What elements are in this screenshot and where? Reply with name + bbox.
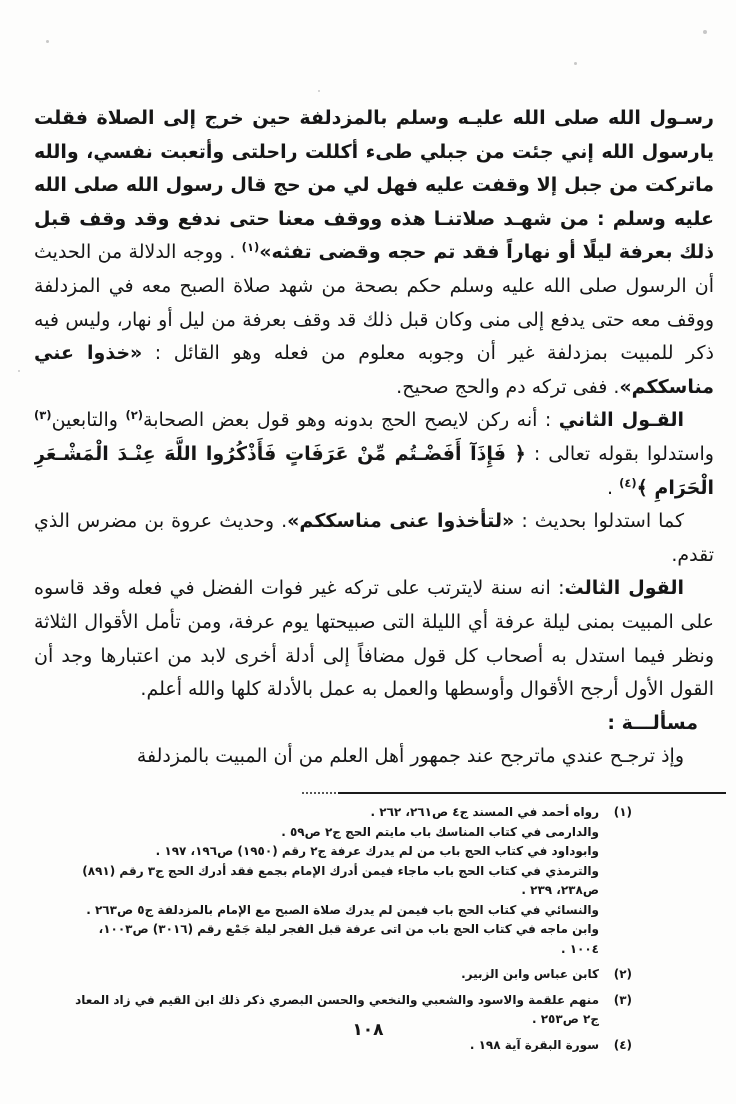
footnote-line: سورة البقرة آية ١٩٨ . bbox=[469, 1037, 599, 1052]
scan-speck bbox=[46, 40, 49, 43]
footnote-line: منهم علقمة والاسود والشعبي والنخعي والحسن البصري ذكر ذلك ابن القيم في زاد المعاد ج٢ ص٢٥٣ . bbox=[75, 992, 599, 1026]
hadith-inline-quote: «خذوا عني مناسككم» bbox=[34, 342, 714, 398]
main-text bbox=[34, 102, 714, 794]
paragraph-issue-heading bbox=[34, 707, 714, 741]
footnote-ref-4: (٤) bbox=[619, 475, 637, 490]
second-opinion-text: : أنه ركن لايصح الحج بدونه وهو قول بعض الصحابة bbox=[143, 409, 559, 432]
second-opinion-text: والتابعين bbox=[51, 409, 126, 432]
second-opinion-heading: القـول الثاني bbox=[558, 409, 684, 432]
hadith-quote-text: رسـول الله صلى الله عليـه وسلم بالمزدلفة حين خرج إلى الصلاة فقلت يارسول الله إني جئت من جبلي طىء أكللت راحلتى وأتعبت نفسي، والله ماتركت من جبل إلا وقفت عليه فهل لي من حج قال رسول الله صلى الله عليه وسلم : من شهـد صلاتنـا هذه ووقف معنا حتى ندفع وقد وقف قبل ذلك بعرفة ليلًا أو نهاراً فقد تم حجه وقضى تفثه» bbox=[34, 107, 714, 264]
scan-speck bbox=[703, 30, 707, 34]
footnote-line: والدارمى في كتاب المناسك باب مايتم الحج ج٢ ص٥٩ . bbox=[281, 824, 599, 839]
issue-heading: مسألـــة : bbox=[607, 711, 698, 734]
evidence-text: . وحديث عروة بن مضرس الذي تقدم. bbox=[34, 510, 714, 566]
footnote-separator bbox=[338, 792, 726, 794]
footnote-number: (٢) bbox=[613, 967, 632, 981]
footnote-line: كابن عباس وابن الزبير. bbox=[461, 967, 599, 981]
footnote-number: (١) bbox=[613, 805, 632, 819]
footnote-ref-1: (١) bbox=[241, 240, 260, 255]
scan-speck bbox=[318, 90, 320, 92]
footnote-ref-2: (٢) bbox=[125, 408, 144, 423]
evidence-text: كما استدلوا بحديث : bbox=[514, 510, 685, 533]
issue-intro-text: وإذ ترجـح عندي ماترجح عند جمهور أهل العلم من أن المبيت بالمزدلفة bbox=[136, 745, 684, 768]
footnote-line: وابن ماجه في كتاب الحج باب من اتى عرفة قبل الفجر ليلة جَمْع رقم (٣٠١٦) ص١٠٠٣، ١٠٠٤ . bbox=[98, 922, 599, 956]
third-opinion-text: : انه سنة لايترتب على تركه غير فوات الفضل في فعله وقد قاسوه على المبيت بمنى ليلة عرفة أي الليلة التى صبيحتها يوم عرفة، ومن تأمل الأقوال الثلاثة ونظر فيما استدل به أصحاب كل قول مضافاً إلى أدلة أخرى لابد من اعتبارها وجد أن القول الأول أرجح الأقوال وأوسطها والعمل به عمل بالأدلة كلها والله أعلم. bbox=[34, 577, 714, 701]
footnote-text bbox=[72, 965, 599, 985]
footnote-1 bbox=[72, 803, 632, 959]
paragraph-third-opinion bbox=[34, 572, 714, 706]
second-opinion-text: . bbox=[606, 476, 620, 499]
footnote-line: وابوداود في كتاب الحج باب من لم يدرك عرفة ج٢ رقم (١٩٥٠) ص١٩٦، ١٩٧ . bbox=[155, 844, 599, 858]
footnote-line: رواه أحمد في المسند ج٤ ص٢٦١، ٢٦٢ . bbox=[370, 805, 599, 819]
footnote-number: (٣) bbox=[613, 992, 632, 1007]
page-number: ١٠٨ bbox=[352, 1020, 384, 1040]
footnote-line: والنسائي في كتاب الحج باب فيمن لم يدرك صلاة الصبح مع الإمام بالمزدلفة ج٥ ص٢٦٣ . bbox=[86, 902, 599, 917]
scan-speck bbox=[18, 370, 20, 372]
footnote-text bbox=[72, 803, 599, 959]
paragraph-issue-intro bbox=[34, 740, 714, 774]
paragraph-hadith-evidence bbox=[34, 505, 714, 572]
second-opinion-text: واستدلوا بقوله تعالى : bbox=[525, 442, 714, 465]
paragraph-second-opinion bbox=[34, 404, 714, 505]
hadith-inline-quote: «لتأخذوا عنى مناسككم» bbox=[287, 510, 515, 533]
commentary-tail: . ففى تركه دم والحج صحيح. bbox=[396, 375, 620, 398]
footnote-ref-3: (٣) bbox=[34, 408, 52, 423]
footnote-line: والترمذي في كتاب الحج باب ماجاء فيمن أدرك الإمام بجمع فقد أدرك الحج ج٣ رقم (٨٩١) ص٢٣٨، ٢٣٩ . bbox=[82, 863, 599, 897]
third-opinion-heading: القول الثالث bbox=[564, 577, 684, 600]
scan-speck bbox=[574, 62, 577, 65]
footnote-number: (٤) bbox=[613, 1037, 632, 1052]
paragraph-hadith-and-analysis bbox=[34, 102, 714, 404]
commentary-text: . ووجه الدلالة من الحديث أن الرسول صلى الله عليه وسلم حكم بصحة من شهد صلاة الصبح معه في المزدلفة ووقف معه حتى يدفع إلى منى وكان قبل ذلك قد وقف بعرفة من ليل أو نهار، وليس فيه ذكر للمبيت بمزدلفة غير أن وجوبه معلوم من فعله وهو القائل : bbox=[34, 241, 714, 365]
footnote-2 bbox=[72, 965, 632, 985]
quran-verse: ﴿ فَإِذَآ أَفَضْـتُم مِّنْ عَرَفَاتٍ فَأَذْكُرُوا اللَّهَ عِنْـدَ الْمَشْـعَرِ الْحَرَامِ ﴾ bbox=[34, 442, 714, 499]
